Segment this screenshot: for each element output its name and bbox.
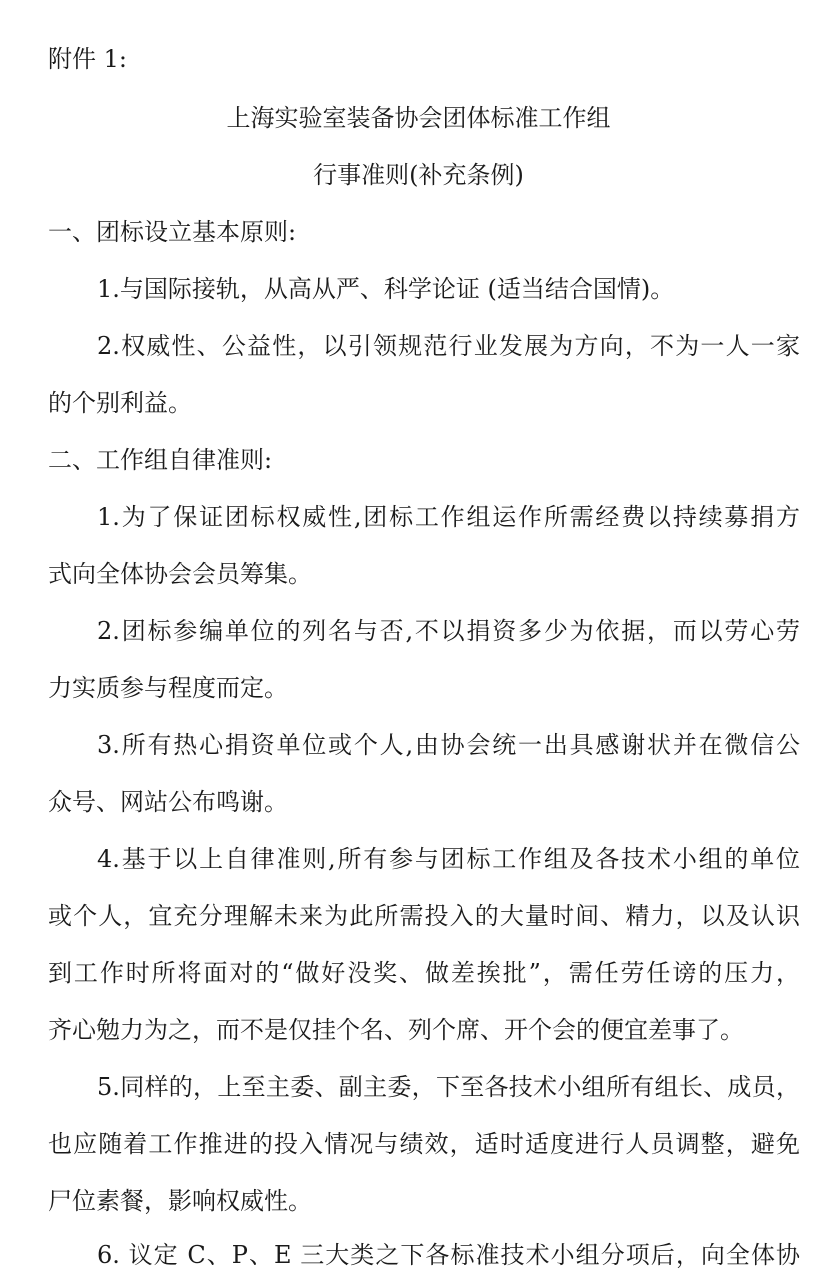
rule-item-4-line-3: 到工作时所将面对的“做好没奖、做差挨批”，需任劳任谤的压力， [48, 959, 800, 987]
principle-item-2-line-1: 2.权威性、公益性，以引领规范行业发展为方向，不为一人一家 [97, 332, 800, 360]
principle-item-1: 1.与国际接轨，从高从严、科学论证 (适当结合国情)。 [97, 275, 675, 303]
rule-item-4-line-2: 或个人，宜充分理解未来为此所需投入的大量时间、精力，以及认识 [48, 902, 800, 930]
rule-item-2-line-2: 力实质参与程度而定。 [48, 674, 288, 702]
principle-item-2-line-2: 的个别利益。 [48, 389, 192, 417]
rule-item-1-line-2: 式向全体协会会员筹集。 [48, 560, 312, 588]
rule-item-5-line-3: 尸位素餐，影响权威性。 [48, 1187, 312, 1215]
section-heading-principles: 一、团标设立基本原则: [48, 218, 297, 246]
rule-item-4-line-4: 齐心勉力为之，而不是仅挂个名、列个席、开个会的便宜差事了。 [48, 1016, 744, 1044]
rule-item-1-line-1: 1.为了保证团标权威性,团标工作组运作所需经费以持续募捐方 [97, 503, 800, 531]
rule-item-5-line-1: 5.同样的，上至主委、副主委，下至各技术小组所有组长、成员， [97, 1073, 800, 1101]
attachment-label: 附件 1: [48, 45, 127, 73]
rule-item-3-line-1: 3.所有热心捐资单位或个人,由协会统一出具感谢状并在微信公 [97, 731, 800, 759]
document-title-line-1: 上海实验室装备协会团体标准工作组 [226, 104, 611, 132]
rule-item-3-line-2: 众号、网站公布鸣谢。 [48, 788, 288, 816]
rule-item-4-line-1: 4.基于以上自律准则,所有参与团标工作组及各技术小组的单位 [97, 845, 800, 873]
document-title-line-2: 行事准则(补充条例) [313, 161, 524, 189]
rule-item-2-line-1: 2.团标参编单位的列名与否,不以捐资多少为依据，而以劳心劳 [97, 617, 800, 645]
rule-item-5-line-2: 也应随着工作推进的投入情况与绩效，适时适度进行人员调整，避免 [48, 1130, 800, 1158]
rule-item-6-line-1: 6. 议定 C、P、E 三大类之下各标准技术小组分项后，向全体协 [97, 1241, 800, 1269]
section-heading-self-discipline: 二、工作组自律准则: [48, 446, 273, 474]
